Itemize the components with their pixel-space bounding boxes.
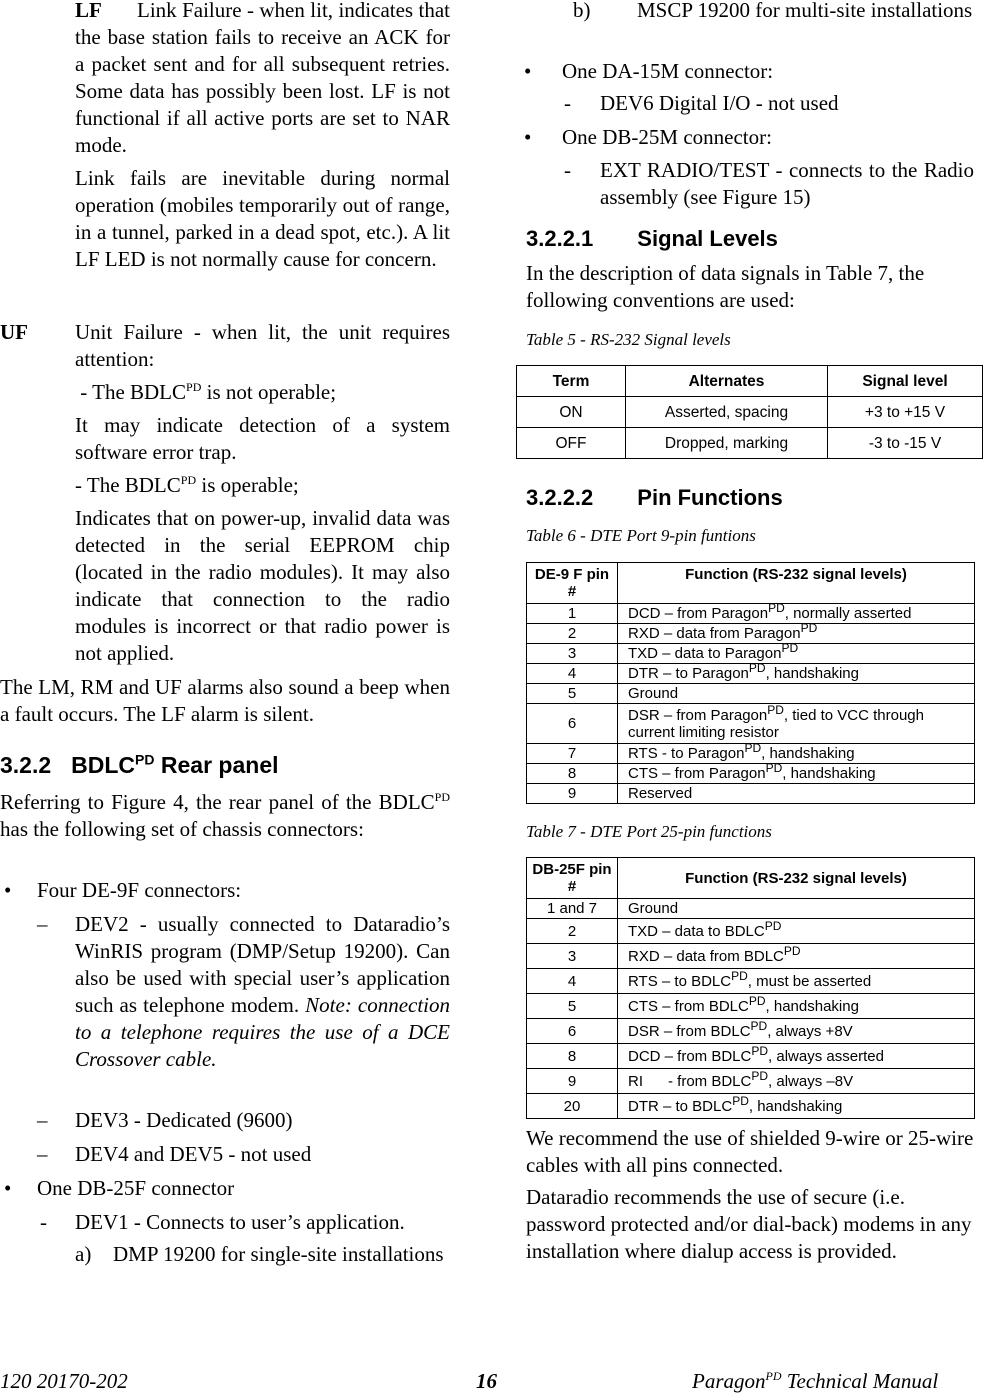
function-cell: RXD – data from Paragon$^{PD}$	[618, 624, 975, 644]
heading-signal-levels: 3.2.2.1 Signal Levels	[526, 226, 778, 251]
table6	[526, 562, 975, 804]
function-cell: DCD – from $BDLC^{PD}$, always asserted	[618, 1044, 975, 1069]
dev6-text: DEV6 Digital I/O - not used	[600, 91, 839, 115]
lf-text: Link Failure - when lit, indicates that the base station fails to receive an ACK for a packet sent and for all subsequent retries. Some data has possibly been lost. LF is not functional if all active ports are set to NAR mode.	[75, 0, 450, 157]
table-row	[527, 1069, 975, 1094]
dev3-text: DEV3 - Dedicated (9600)	[75, 1108, 293, 1132]
function-cell: Ground	[618, 684, 975, 704]
table-row	[527, 1019, 975, 1044]
table-row	[527, 664, 975, 684]
table-header-cell: Alternates	[626, 366, 828, 397]
pin-number-cell: 5	[527, 684, 618, 704]
function-cell: Reserved	[618, 784, 975, 804]
table-cell: +3 to +15 V	[828, 397, 983, 428]
function-cell: RXD – data from $BDLC^{PD}$	[618, 944, 975, 969]
bullet-icon: •	[4, 1176, 12, 1200]
table-header-cell: Function (RS-232 signal levels)	[618, 563, 975, 604]
lf-definition	[75, 0, 450, 273]
function-cell: DSR – from $BDLC^{PD}$, always +8V	[618, 1019, 975, 1044]
bullet-icon: •	[524, 125, 532, 149]
function-cell: RTS – to $BDLC^{PD}$, must be asserted	[618, 969, 975, 994]
table-row	[527, 944, 975, 969]
pin-number-cell: 5	[527, 994, 618, 1019]
table-row	[527, 969, 975, 994]
table-row	[527, 899, 975, 919]
table5	[516, 365, 983, 459]
table-row	[527, 994, 975, 1019]
dev2-text: DEV2 - usually connected to Dataradio’s WinRIS program (DMP/Setup 19200). Can also be used with special user’s application such as telephone modem. Note: connection to a telephone requires the use of a DCE Crossover cable.	[75, 912, 451, 1071]
table-header-cell: DE-9 F pin #	[527, 563, 618, 604]
table7-body	[527, 899, 975, 1119]
pin-number-cell: 9	[527, 1069, 618, 1094]
function-cell: DTR – to $BDLC^{PD}$, handshaking	[618, 1094, 975, 1119]
function-cell: TXD – data to $BDLC^{PD}$	[618, 919, 975, 944]
lf-term: LF	[75, 0, 102, 22]
footer-page-number: 16	[476, 1369, 497, 1393]
table-cell: OFF	[517, 428, 626, 459]
table-row	[527, 684, 975, 704]
function-cell: RI - from $BDLC^{PD}$, always –8V	[618, 1069, 975, 1094]
table-row	[527, 604, 975, 624]
alarms-text: The LM, RM and UF alarms also sound a beep when a fault occurs. The LF alarm is silent.	[0, 675, 450, 726]
uf-eeprom: Indicates that on power-up, invalid data was detected in the serial EEPROM chip (located in the radio modules). It may also indicate that connection to the radio modules is incorrect or that radio power is not applied.	[75, 506, 450, 665]
dmp-text: DMP 19200 for single-site installations	[113, 1242, 444, 1266]
table-header-cell: DB-25F pin #	[527, 858, 618, 899]
table-header-cell: Function (RS-232 signal levels)	[618, 858, 975, 899]
table-header-row	[527, 563, 975, 604]
table-row	[527, 919, 975, 944]
footer-doc-number: 120 20170-202	[0, 1369, 128, 1393]
list-label-a: a)	[75, 1242, 92, 1266]
list-label-b: b)	[573, 0, 591, 22]
recommend-modems: Dataradio recommends the use of secure (i.e. password protected and/or dial-back) modems in any installation where dialup access is provided.	[526, 1185, 972, 1263]
pin-number-cell: 20	[527, 1094, 618, 1119]
uf-not-operable: - The $BDLC^{PD}$ is not operable;	[75, 380, 337, 404]
table-cell: ON	[517, 397, 626, 428]
table-cell: -3 to -15 V	[828, 428, 983, 459]
table7	[526, 857, 975, 1119]
dev45-text: DEV4 and DEV5 - not used	[75, 1142, 312, 1166]
function-cell: Ground	[618, 899, 975, 919]
lf-para2: Link fails are inevitable during normal operation (mobiles temporarily out of range, in a tunnel, parked in a dead spot, etc.). A lit LF LED is not normally cause for concern.	[75, 166, 450, 271]
table-row	[527, 764, 975, 784]
recommend-cables: We recommend the use of shielded 9-wire or 25-wire cables with all pins connected.	[526, 1126, 974, 1177]
uf-operable: - The $BDLC^{PD}$ is operable;	[75, 473, 299, 497]
table-header-row	[527, 858, 975, 899]
table-row	[527, 1044, 975, 1069]
dash-icon: -	[564, 158, 571, 182]
pin-number-cell: 4	[527, 664, 618, 684]
table-row	[527, 1094, 975, 1119]
uf-term: UF	[0, 320, 28, 344]
pin-number-cell: 2	[527, 919, 618, 944]
function-cell: CTS – from Paragon$^{PD}$, handshaking	[618, 764, 975, 784]
pin-number-cell: 9	[527, 784, 618, 804]
table6-body	[527, 601, 975, 804]
pin-number-cell: 6	[527, 1019, 618, 1044]
table7-caption: Table 7 - DTE Port 25-pin functions	[526, 822, 772, 841]
uf-text: Unit Failure - when lit, the unit requires attention:	[75, 320, 450, 371]
table-header-row	[517, 366, 983, 397]
mscp-text: MSCP 19200 for multi-site installations	[637, 0, 973, 22]
bullet-db25m: One DB-25M connector:	[562, 125, 772, 149]
table-cell: Dropped, marking	[626, 428, 828, 459]
table-row	[527, 704, 975, 744]
pin-number-cell: 8	[527, 764, 618, 784]
table-header-cell: Term	[517, 366, 626, 397]
pin-number-cell: 3	[527, 644, 618, 664]
pin-number-cell: 6	[527, 704, 618, 744]
table-row	[527, 784, 975, 804]
pin-number-cell: 3	[527, 944, 618, 969]
function-cell: DSR – from Paragon$^{PD}$, tied to VCC through current limiting resistor	[618, 704, 975, 744]
function-cell: DTR – to Paragon$^{PD}$, handshaking	[618, 664, 975, 684]
table-row	[517, 428, 983, 459]
function-cell: DCD – from Paragon$^{PD}$, normally asserted	[618, 604, 975, 624]
table-row	[527, 624, 975, 644]
dash-icon: -	[564, 91, 571, 115]
pin-number-cell: 1	[527, 604, 618, 624]
function-cell: TXD – data to Paragon$^{PD}$	[618, 644, 975, 664]
bullet-db25f: One DB-25F connector	[37, 1176, 235, 1200]
function-cell: RTS - to Paragon$^{PD}$, handshaking	[618, 744, 975, 764]
dash-icon: –	[37, 912, 48, 936]
uf-trap: It may indicate detection of a system software error trap.	[75, 413, 450, 464]
ext-radio-text: EXT RADIO/TEST - connects to the Radio assembly (see Figure 15)	[600, 158, 974, 209]
function-cell: CTS – from $BDLC^{PD}$, handshaking	[618, 994, 975, 1019]
table-row	[527, 744, 975, 764]
bullet-icon: •	[4, 878, 12, 902]
bullet-icon: •	[524, 59, 532, 83]
dash-icon: –	[37, 1108, 48, 1132]
dash-icon: -	[40, 1210, 47, 1234]
heading-rear-panel: 3.2.2 $BDLC^{PD}$ Rear panel	[0, 751, 279, 778]
uf-definition	[75, 319, 450, 667]
dev2-note: Note: connection to a telephone requires the use of a DCE Crossover cable.	[75, 993, 451, 1071]
signal-intro: In the description of data signals in Table 7, the following conventions are used:	[526, 261, 925, 312]
bullet-de9f: Four DE-9F connectors:	[37, 878, 242, 902]
dev1-text: DEV1 - Connects to user’s application.	[75, 1210, 405, 1234]
footer-title: Paragon$^{PD}$ Technical Manual	[692, 1369, 939, 1393]
pin-number-cell: 4	[527, 969, 618, 994]
pin-number-cell: 7	[527, 744, 618, 764]
pin-number-cell: 1 and 7	[527, 899, 618, 919]
heading-pin-functions: 3.2.2.2 Pin Functions	[526, 485, 783, 510]
table-row	[517, 397, 983, 428]
bullet-da15m: One DA-15M connector:	[562, 59, 774, 83]
pin-number-cell: 8	[527, 1044, 618, 1069]
table6-caption: Table 6 - DTE Port 9-pin funtions	[526, 526, 756, 545]
dash-icon: –	[37, 1142, 48, 1166]
table-cell: Asserted, spacing	[626, 397, 828, 428]
rear-panel-intro: Referring to Figure 4, the rear panel of the $BDLC^{PD}$ has the following set of chassis connectors:	[0, 790, 450, 841]
pin-number-cell: 2	[527, 624, 618, 644]
table5-caption: Table 5 - RS-232 Signal levels	[526, 330, 731, 349]
table-header-cell: Signal level	[828, 366, 983, 397]
